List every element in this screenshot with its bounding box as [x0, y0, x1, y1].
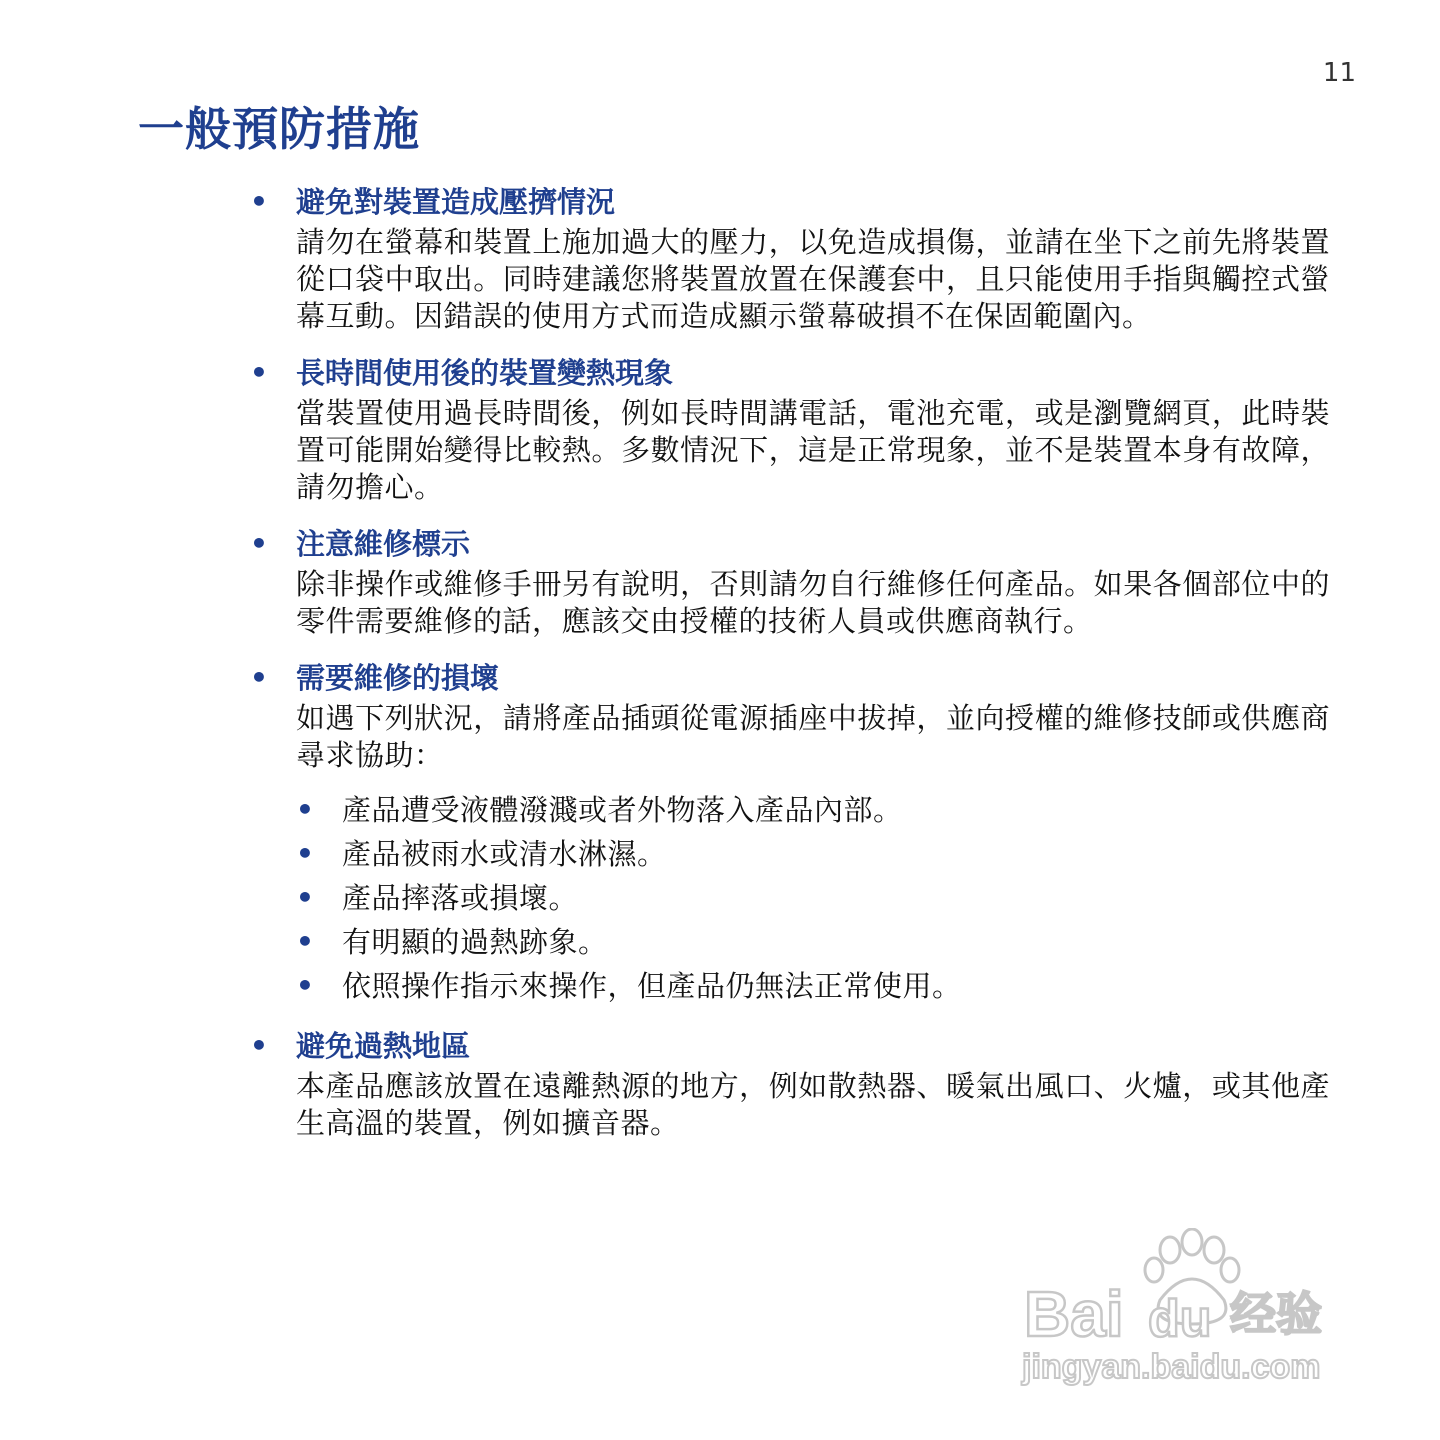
section-body: 請勿在螢幕和裝置上施加過大的壓力，以免造成損傷，並請在坐下之前先將裝置從口袋中取出。同時建議您將裝置放置在保護套中，且只能使用手指與觸控式螢幕互動。因錯誤的使用方式而造成顯示螢幕破損不在保固範圍內。: [296, 225, 1330, 333]
section-heading: 避免過熱地區: [296, 1029, 471, 1063]
list-item: [250, 964, 1330, 1008]
watermark-brand: Bai: [1024, 1278, 1124, 1350]
watermark-brand-du: du: [1148, 1290, 1212, 1348]
bullet-icon: •: [250, 185, 268, 218]
section-heading: 避免對裝置造成壓擠情況: [296, 185, 616, 219]
bullet-icon: •: [250, 356, 268, 389]
section-heading: 需要維修的損壞: [296, 661, 500, 695]
section-body: 除非操作或維修手冊另有說明，否則請勿自行維修任何產品。如果各個部位中的零件需要維修的話，應該交由授權的技術人員或供應商執行。: [296, 567, 1330, 638]
damage-conditions-list: [250, 788, 1330, 1008]
section-body: 本產品應該放置在遠離熱源的地方，例如散熱器、暖氣出風口、火爐，或其他產生高溫的裝置，例如擴音器。: [296, 1069, 1330, 1140]
section-heading: 注意維修標示: [296, 527, 471, 561]
baidu-paw-logo-icon: [1020, 1228, 1360, 1388]
bullet-icon: •: [250, 1029, 268, 1062]
bullet-icon: •: [250, 661, 268, 694]
watermark-brand-jingyan: 经验: [1230, 1287, 1322, 1341]
list-item-text: 依照操作指示來操作，但產品仍無法正常使用。: [342, 969, 962, 1003]
precautions-list: [250, 180, 1330, 1158]
list-item: [250, 920, 1330, 964]
page-title: 一般預防措施: [138, 102, 420, 156]
list-item: [250, 876, 1330, 920]
list-item-text: 產品遭受液體潑濺或者外物落入產品內部。: [342, 793, 903, 827]
bullet-icon: •: [296, 793, 315, 826]
section-body: 如遇下列狀況，請將產品插頭從電源插座中拔掉，並向授權的維修技師或供應商尋求協助：: [296, 701, 1330, 772]
section-avoid-pressure: [250, 180, 1330, 335]
section-device-heat: [250, 351, 1330, 506]
section-damage-requiring-service: [250, 656, 1330, 1008]
bullet-icon: •: [296, 925, 315, 958]
bullet-icon: •: [296, 969, 315, 1002]
list-item-text: 產品摔落或損壞。: [342, 881, 579, 915]
section-service-marks: [250, 522, 1330, 640]
list-item-text: 產品被雨水或清水淋濕。: [342, 837, 667, 871]
section-heading: 長時間使用後的裝置變熱現象: [296, 356, 674, 390]
baidu-watermark: [1020, 1228, 1360, 1388]
list-item: [250, 788, 1330, 832]
list-item: [250, 832, 1330, 876]
section-avoid-hot-areas: [250, 1024, 1330, 1142]
watermark-url: jingyan.baidu.com: [1022, 1348, 1321, 1386]
list-item-text: 有明顯的過熱跡象。: [342, 925, 608, 959]
bullet-icon: •: [250, 527, 268, 560]
bullet-icon: •: [296, 837, 315, 870]
section-body: 當裝置使用過長時間後，例如長時間講電話，電池充電，或是瀏覽網頁，此時裝置可能開始變得比較熱。多數情況下，這是正常現象，並不是裝置本身有故障，請勿擔心。: [296, 396, 1330, 504]
bullet-icon: •: [296, 881, 315, 914]
page-number: 11: [1322, 58, 1356, 88]
